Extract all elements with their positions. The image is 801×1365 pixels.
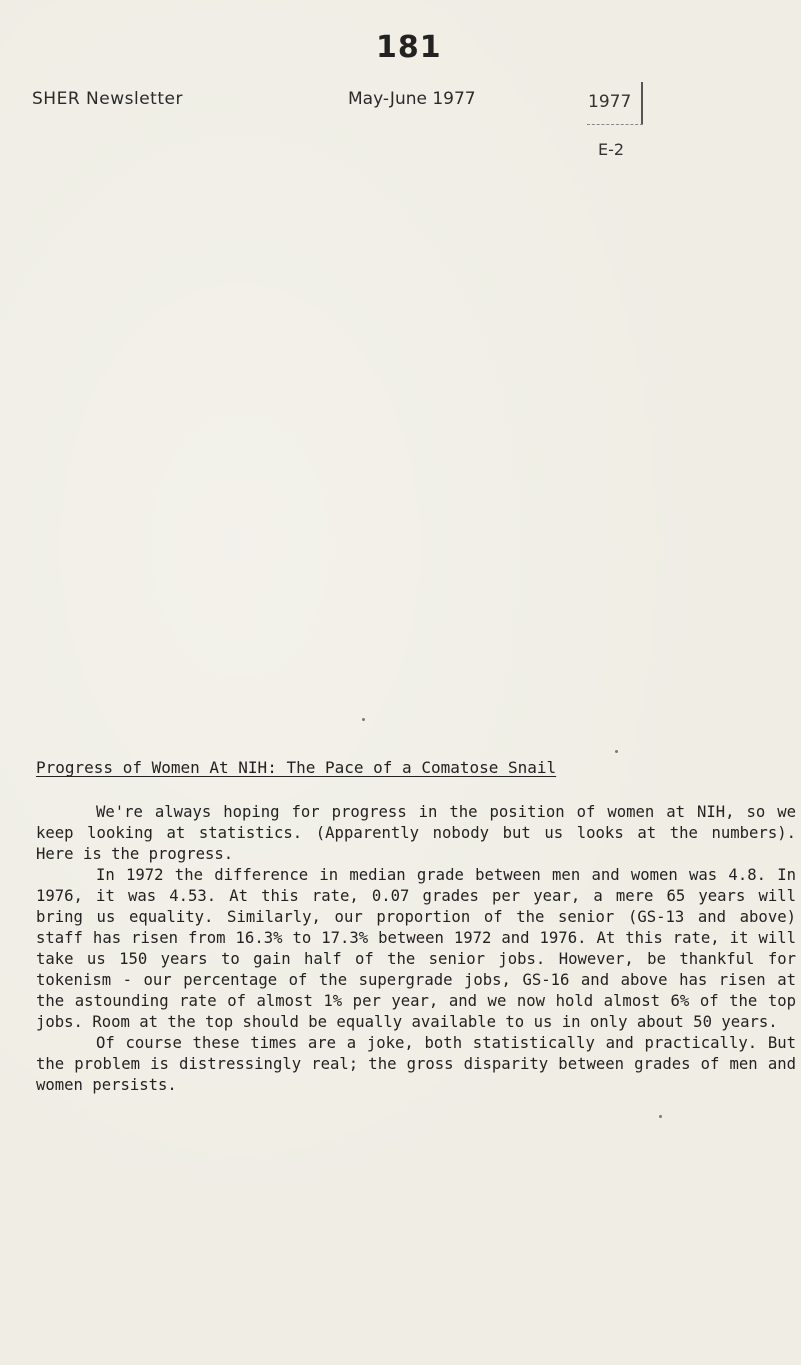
article-body [36, 802, 796, 1096]
article-paragraph: In 1972 the difference in median grade between men and women was 4.8. In 1976, it was 4.53. At this rate, 0.07 grades per year, a mere 65 years will bring us equality. Similarly, our proportion of the senior (GS-13 and above) staff has risen from 16.3% to 17.3% between 1972 and 1976. At this rate, it will take us 150 years to gain half of the senior jobs. However, be thankful for tokenism - our percentage of the supergrade jobs, GS-16 and above has risen at the astounding rate of almost 1% per year, and we now hold almost 6% of the top jobs. Room at the top should be equally available to us in only about 50 years. [36, 866, 796, 1031]
scan-speck [659, 1115, 662, 1118]
archive-stamp-year: 1977 [588, 92, 632, 112]
scan-speck [362, 718, 365, 721]
archive-stamp-rule [587, 124, 643, 125]
article-paragraph: We're always hoping for progress in the position of women at NIH, so we keep looking at statistics. (Apparently nobody but us looks at the numbers). Here is the progress. [36, 803, 796, 863]
page-number: 181 [376, 30, 442, 65]
publication-name: SHER Newsletter [32, 89, 183, 109]
archive-stamp-bracket [641, 82, 643, 124]
article-paragraph: Of course these times are a joke, both statistically and practically. But the problem is distressingly real; the gross disparity between grades of men and women persists. [36, 1034, 796, 1094]
issue-date: May-June 1977 [348, 89, 476, 109]
scan-speck [615, 750, 618, 753]
archive-stamp-code: E-2 [598, 140, 625, 159]
article-title: Progress of Women At NIH: The Pace of a Comatose Snail [36, 758, 557, 777]
